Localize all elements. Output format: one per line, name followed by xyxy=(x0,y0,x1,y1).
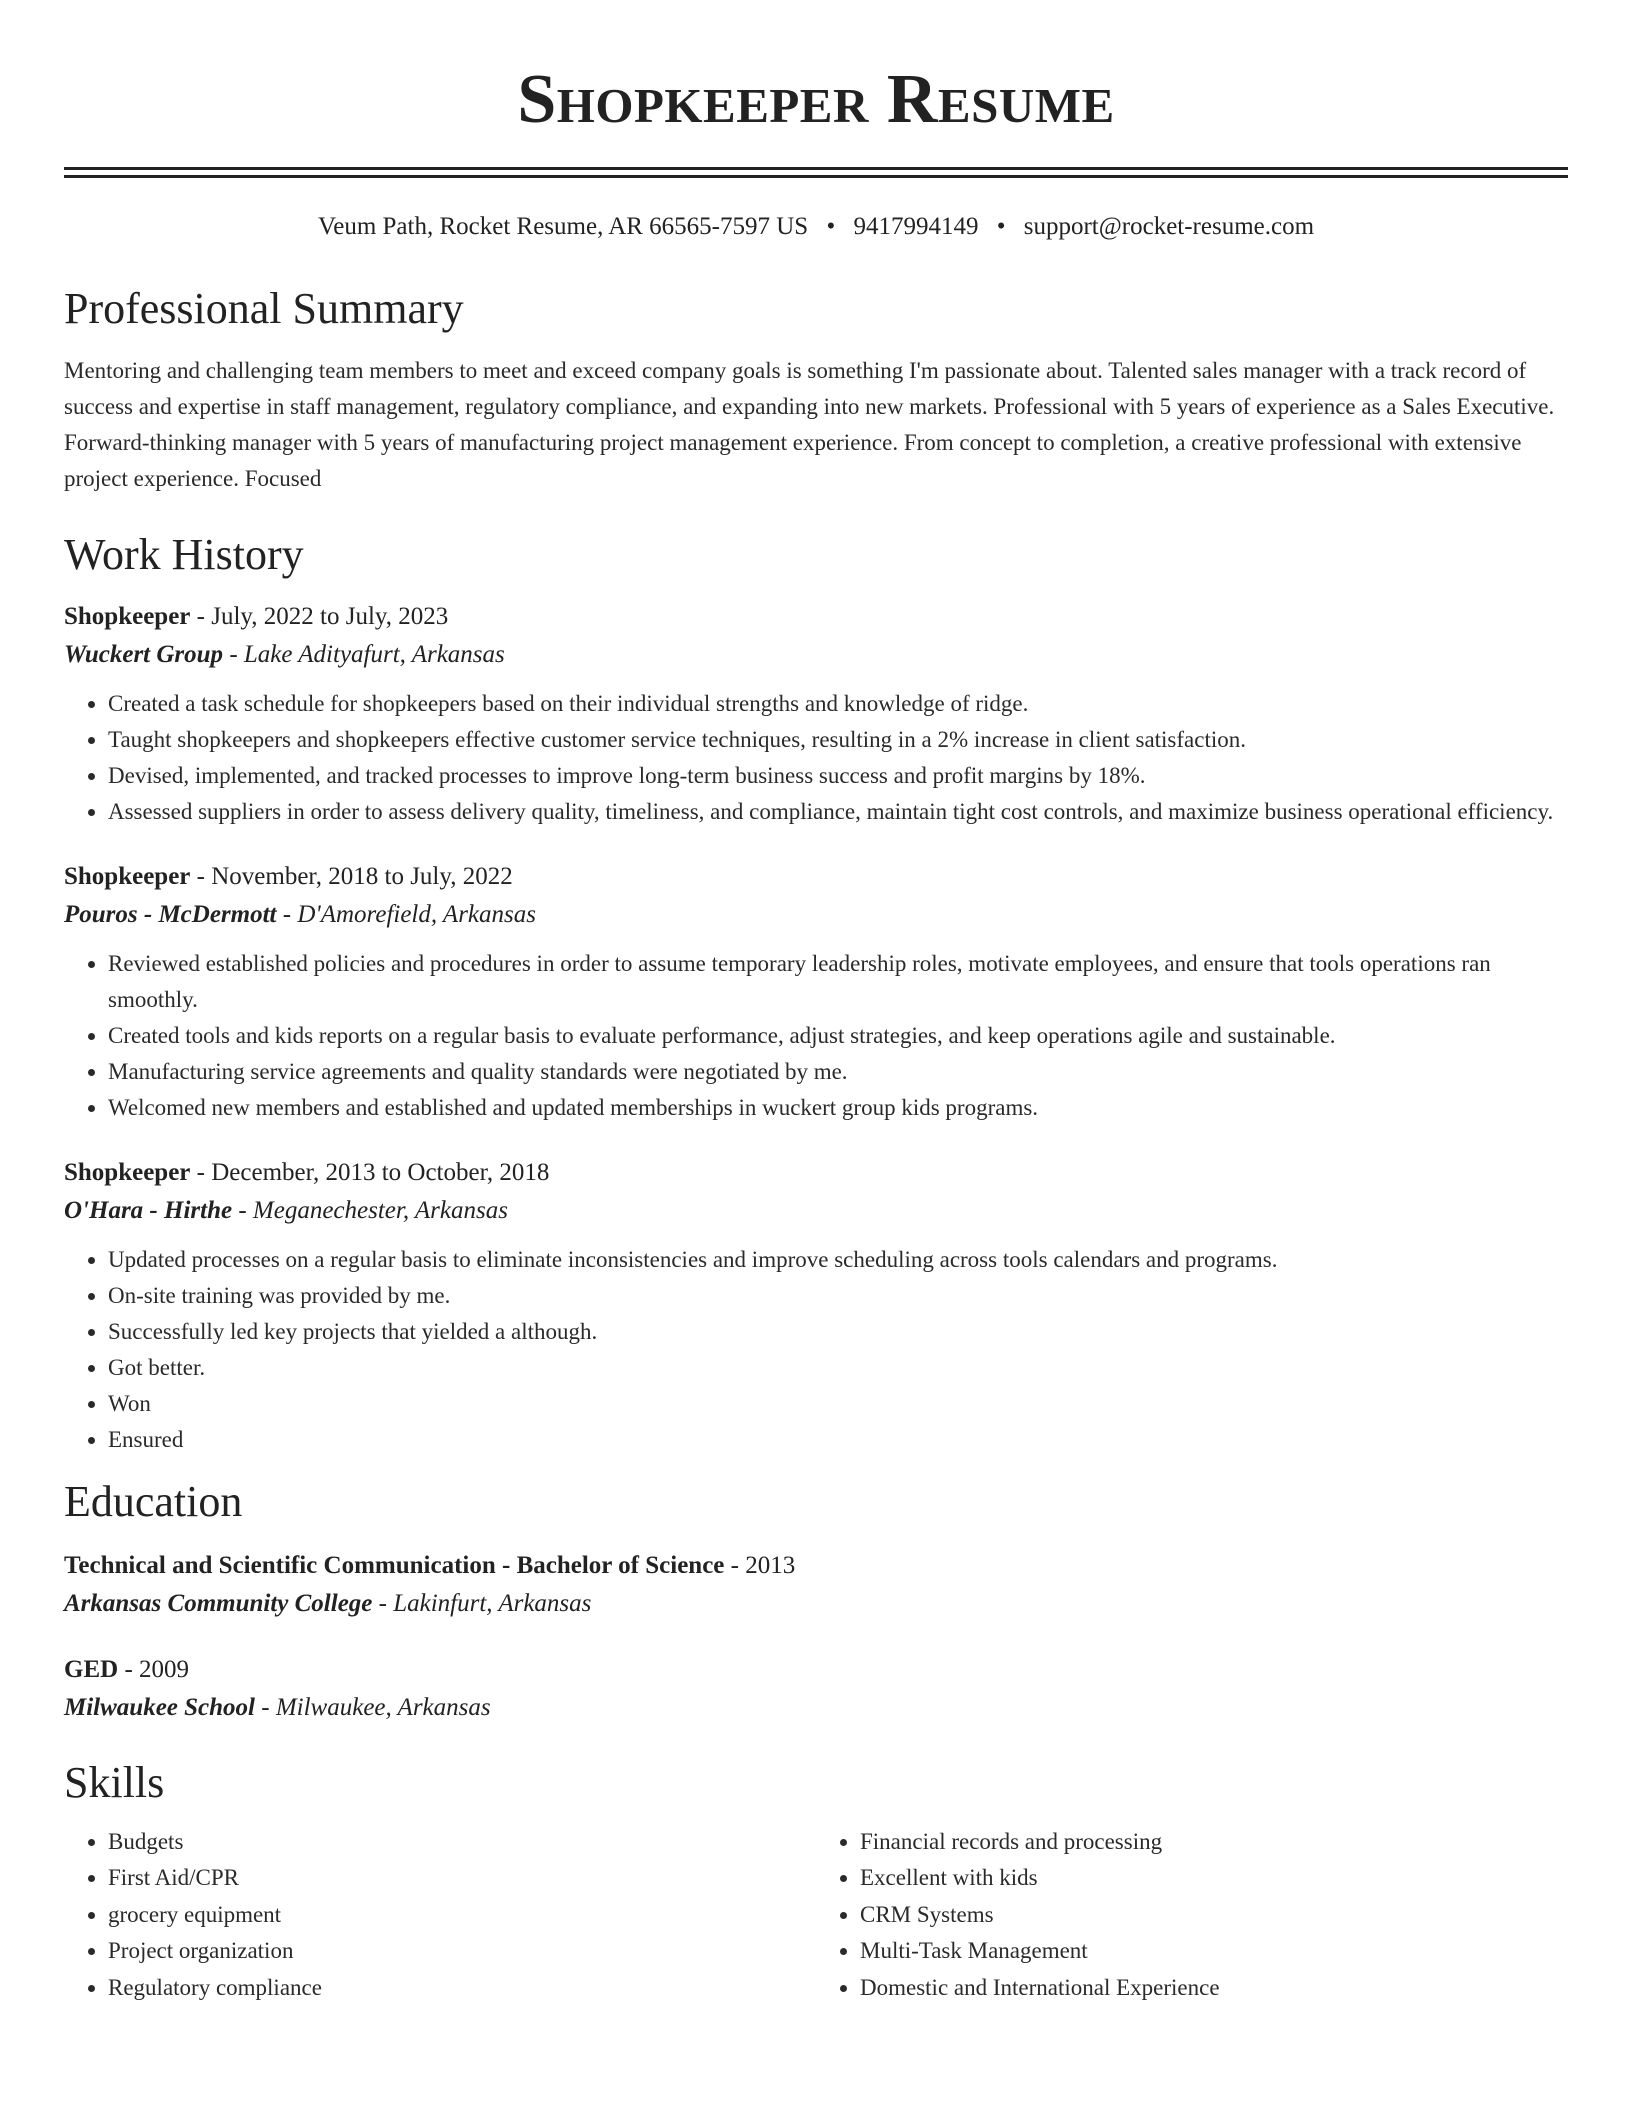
education-year: - 2013 xyxy=(724,1551,796,1579)
skills-left-column xyxy=(64,1824,816,2007)
job-bullet: • Reviewed established policies and procedures in order to assume temporary leadership roles, motivate employees, and ensure that tools operations ran smoothly. xyxy=(108,946,1568,1018)
job-location: - Lake Adityafurt, Arkansas xyxy=(223,641,505,669)
job-bullet: • On-site training was provided by me. xyxy=(108,1278,1568,1314)
job-bullet: • Created a task schedule for shopkeepers based on their individual strengths and knowledge of ridge. xyxy=(108,686,1568,722)
job-bullet: • Devised, implemented, and tracked processes to improve long-term business success and profit margins by 18%. xyxy=(108,758,1568,794)
education-location: - Lakinfurt, Arkansas xyxy=(372,1589,592,1617)
job-company: Pouros - McDermott xyxy=(64,901,277,929)
job-bullet: • Ensured xyxy=(108,1422,1568,1458)
education-school: Milwaukee School xyxy=(64,1693,255,1721)
job-bullet: • Updated processes on a regular basis to eliminate inconsistencies and improve scheduling across tools calendars and programs. xyxy=(108,1242,1568,1278)
skill-item: • Project organization xyxy=(108,1933,816,1970)
education-year: - 2009 xyxy=(118,1655,190,1683)
job-entry xyxy=(64,598,1568,830)
job-bullet: • Got better. xyxy=(108,1350,1568,1386)
contact-separator: • xyxy=(996,212,1006,240)
job-bullet: • Assessed suppliers in order to assess delivery quality, timeliness, and compliance, maintain tight cost controls, and maximize business operational efficiency. xyxy=(108,794,1568,830)
skill-item: • Financial records and processing xyxy=(860,1824,1568,1861)
skills-grid xyxy=(64,1824,1568,2007)
skill-item: • Multi-Task Management xyxy=(860,1933,1568,1970)
job-bullets xyxy=(64,1242,1568,1458)
title-divider-bottom xyxy=(64,175,1568,178)
summary-heading: Professional Summary xyxy=(64,283,464,333)
job-entry xyxy=(64,1154,1568,1458)
education-heading: Education xyxy=(64,1477,243,1527)
job-title: Shopkeeper xyxy=(64,863,191,891)
job-bullet: • Manufacturing service agreements and quality standards were negotiated by me. xyxy=(108,1054,1568,1090)
job-bullets xyxy=(64,946,1568,1126)
summary-text: Mentoring and challenging team members to meet and exceed company goals is something I'm passionate about. Talented sales manager with a track record of success and expertise in staff management, regulatory compliance, and expanding into new markets. Professional with 5 years of experience as a Sales Executive. Forward-thinking manager with 5 years of manufacturing project management experience. From concept to completion, a creative professional with extensive project experience. Focused xyxy=(64,358,1555,492)
job-title: Shopkeeper xyxy=(64,1159,191,1187)
skills-right-column xyxy=(816,1824,1568,2007)
skill-item: • Excellent with kids xyxy=(860,1860,1568,1897)
job-location: - D'Amorefield, Arkansas xyxy=(276,901,536,929)
job-dates: - July, 2022 to July, 2023 xyxy=(190,603,449,631)
job-company: Wuckert Group xyxy=(64,641,224,669)
job-bullet: • Created tools and kids reports on a regular basis to evaluate performance, adjust strategies, and keep operations agile and sustainable. xyxy=(108,1018,1568,1054)
education-degree: GED xyxy=(64,1655,119,1683)
resume-title: Shopkeeper Resume xyxy=(517,61,1115,138)
education-entry xyxy=(64,1547,1568,1623)
job-location: - Meganechester, Arkansas xyxy=(232,1197,508,1225)
job-dates: - December, 2013 to October, 2018 xyxy=(190,1159,550,1187)
education-school: Arkansas Community College xyxy=(64,1589,373,1617)
skill-item: • CRM Systems xyxy=(860,1897,1568,1934)
skill-item: • First Aid/CPR xyxy=(108,1860,816,1897)
job-company: O'Hara - Hirthe xyxy=(64,1197,233,1225)
job-bullet: • Welcomed new members and established and updated memberships in wuckert group kids programs. xyxy=(108,1090,1568,1126)
job-bullet: • Successfully led key projects that yielded a although. xyxy=(108,1314,1568,1350)
contact-separator: • xyxy=(826,212,836,240)
work-history-heading: Work History xyxy=(64,530,304,580)
contact-phone: 9417994149 xyxy=(853,212,979,240)
title-divider-top xyxy=(64,167,1568,170)
job-bullet: • Taught shopkeepers and shopkeepers effective customer service techniques, resulting in a 2% increase in client satisfaction. xyxy=(108,722,1568,758)
skill-item: • grocery equipment xyxy=(108,1897,816,1934)
job-dates: - November, 2018 to July, 2022 xyxy=(190,863,513,891)
education-location: - Milwaukee, Arkansas xyxy=(255,1693,491,1721)
job-entry xyxy=(64,858,1568,1126)
job-bullet: • Won xyxy=(108,1386,1568,1422)
skill-item: • Domestic and International Experience xyxy=(860,1970,1568,2007)
skills-heading: Skills xyxy=(64,1757,165,1807)
education-degree: Technical and Scientific Communication - Bachelor of Science xyxy=(64,1551,725,1579)
job-bullets xyxy=(64,686,1568,830)
skill-item: • Budgets xyxy=(108,1824,816,1861)
contact-email: support@rocket-resume.com xyxy=(1023,212,1315,240)
job-title: Shopkeeper xyxy=(64,603,191,631)
contact-address: Veum Path, Rocket Resume, AR 66565-7597 US xyxy=(317,212,809,240)
skill-item: • Regulatory compliance xyxy=(108,1970,816,2007)
education-entry xyxy=(64,1651,1568,1727)
contact-line xyxy=(64,213,1568,241)
